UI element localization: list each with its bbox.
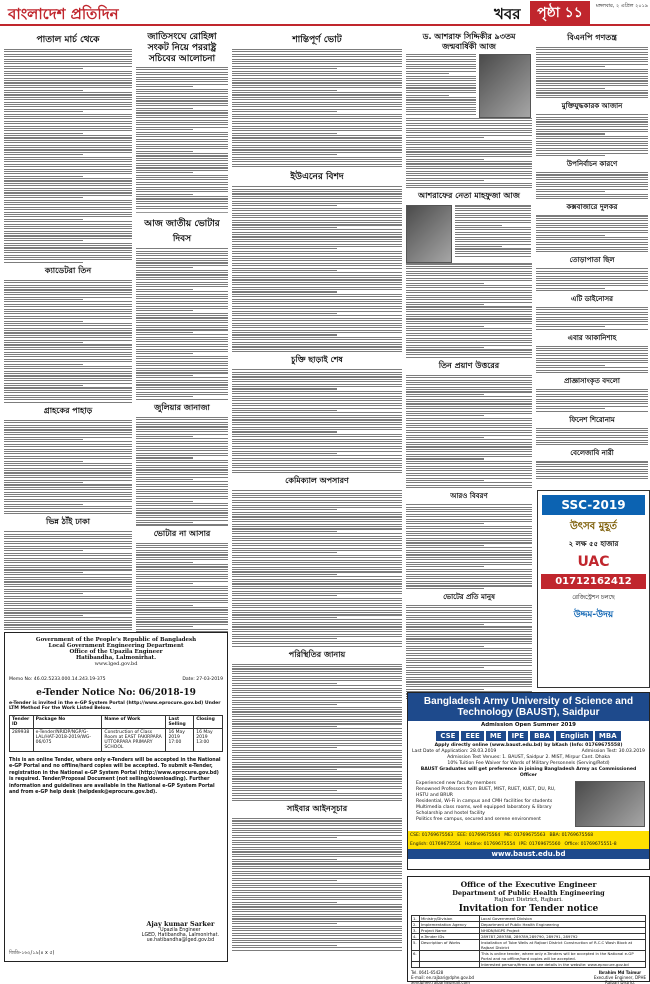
program-badge: IPE (508, 731, 529, 741)
feature-item: Multimedia class rooms, well equipped laboratory & library (416, 805, 552, 810)
campus-photo (575, 781, 645, 827)
feature-item: Experienced new faculty members (416, 781, 496, 786)
gov-line: Local Government Engineering Department (48, 643, 184, 649)
headline: এবার আকানিশাহ (567, 333, 617, 342)
cell: 4. (412, 934, 420, 940)
ssc-badge: SSC-2019 (542, 495, 645, 515)
page-number: পৃষ্ঠা ১১ (530, 1, 590, 25)
contact: English: 01769675554 (410, 842, 461, 847)
tender-intro: e-Tender is invited in the e-GP System Portal (http://www.eprocure.gov.bd) Under LTM Method For the Work Listed Below. (9, 701, 221, 711)
section-name: খবর (494, 5, 521, 23)
feature-item: Renowned Professors from BUET, MIST, RUET, KUET, DU, RU, HSTU and BRUR (416, 787, 556, 798)
program-badge: English (556, 731, 593, 741)
headline: সাইবার আইনসূচার (286, 804, 348, 814)
column-3 (232, 30, 402, 980)
headline: প্রাজ্ঞাসাংকৃত বদলো (564, 376, 620, 385)
baust-subtitle: Admission Open Summer 2019 (480, 722, 577, 728)
cell: Implementation Agency (420, 922, 480, 928)
office-line: Rajbari District, Rajbari. (494, 897, 563, 903)
article-body (406, 54, 476, 118)
headline: ক্যাডেটরা তিন (44, 265, 92, 275)
contact-list (408, 831, 649, 849)
article-body (536, 215, 648, 252)
article-body (232, 664, 402, 801)
ad-ref: জিডি-১৬২/১৯(৪ x ৫) (9, 951, 55, 956)
cell (412, 962, 420, 968)
tender-table (411, 915, 646, 968)
headline: পরিস্থিতির জানায় (288, 649, 346, 659)
feature-item: Residential, Wi-Fi in campus and CMH facilities for students (416, 799, 553, 804)
contact: IPE: 01769675560 (519, 842, 561, 847)
article-body (536, 47, 648, 98)
contact-tel: Tel. 0641-65428 (411, 970, 444, 975)
table-header-row (10, 716, 223, 729)
article-body (536, 114, 648, 156)
feature-item: Scholarship and hostel facility (416, 811, 485, 816)
ssc-phone: 01712162412 (541, 574, 646, 589)
header-date: মঙ্গলবার, ২ এপ্রিল ২০১৯ (596, 3, 649, 9)
ssc-brand: UAC (577, 554, 610, 570)
article-body (4, 420, 132, 514)
article-body (536, 268, 648, 291)
headline: জাতিসংঘে রোহিঙ্গা সংকট নিয়ে পররাষ্ট্র সচিবের আলোচনা (147, 32, 217, 64)
cell: 5. (412, 940, 420, 951)
cell: Description of Works (420, 940, 480, 951)
baust-apply: Apply directly online (www.baust.edu.bd) by bKash (Info: 01769675558) (434, 743, 623, 748)
article-body (536, 346, 648, 373)
tender-table (9, 715, 223, 752)
headline: গ্রাহকের পাহাড় (43, 405, 93, 415)
memo-no: Memo No: 46.02.5233.000.14.243.19-375 (9, 677, 106, 682)
cell: Ministry/Division (420, 916, 480, 922)
ssc-price: ২ লক্ষ ৫৫ হাজার (568, 540, 619, 548)
article-body (232, 818, 402, 951)
program-badge: CSE (436, 731, 459, 741)
cell (420, 962, 480, 968)
column-1 (4, 30, 132, 628)
ssc-slogan: উদ্দম-উদয় (573, 610, 614, 620)
article-body (536, 172, 648, 199)
gov-line: Office of the Upazila Engineer (69, 649, 163, 655)
article-body (406, 375, 532, 488)
headline: শান্তিপূর্ণ ভোট (292, 35, 342, 45)
contact-email[interactable]: xendphee.rajbari@gmail.com (411, 980, 470, 984)
article-body (232, 369, 402, 473)
cell: Construction of Class Room at EAST FAKIRPARA UTTORPARA PRIMARY SCHOOL (102, 729, 166, 752)
article-body (406, 263, 532, 357)
dphe-tender-notice (407, 876, 650, 982)
cell: 2. (412, 922, 420, 928)
ssc-coaching-ad (537, 490, 650, 688)
cell: Installation of Tube Wells at Rajbari District Construction of R.C.C Wash Block at Rajbari District (480, 940, 646, 951)
cell: Interested persons/firms can see details in the website: www.eprocure.gov.bd (480, 962, 646, 968)
article-body (406, 118, 532, 188)
cell: This is online tender, where only e-Tenders will be accepted in the National e-GP Portal and no offline/hard copies will be accepted. (480, 951, 646, 962)
article-body (4, 49, 132, 263)
contact: ME: 01769675563 (504, 833, 546, 838)
program-badge: MBA (595, 731, 621, 741)
office-line: Office of the Executive Engineer (460, 880, 597, 889)
baust-waiver: 10% Tuition Fee Waiver for Wards of Military Personnels (Serving/Retd) (447, 761, 610, 766)
headline: ইউএনের বিশদ (290, 172, 344, 183)
table-row (412, 962, 646, 968)
signer-email[interactable]: ue.hatibandha@lged.gov.bd (146, 938, 215, 943)
headline: ভোটের প্রতি মানুষ (443, 592, 495, 601)
headline: আশরাফের নেতা মাহফুজা আজ (418, 191, 520, 201)
headline: তিন প্রয়াণ উত্তরের (438, 360, 500, 370)
table-row (412, 940, 646, 951)
feature-item: Politics free campus, secured and serene environment (416, 817, 541, 822)
cell: 289938 (10, 729, 34, 752)
memo-date: Date: 27-03-2019 (182, 677, 223, 682)
masthead: বাংলাদেশ প্রতিদিন (8, 5, 119, 23)
cell (420, 951, 480, 962)
signer-office: Rajbari District (605, 980, 635, 984)
baust-title: Bangladesh Army University of Science and Technology (BAUST), Saidpur (408, 693, 649, 721)
program-badge: ME (486, 731, 506, 741)
article-body (232, 49, 402, 167)
headline: বিএনপি গণতন্ত্র (567, 33, 617, 42)
table-row (10, 729, 223, 752)
headline: ড. আশরাফ সিদ্দিকীর ৯৩তম জন্মবার্ষিকী আজ (422, 32, 516, 51)
table-row (412, 951, 646, 962)
headline: কক্সবাজারে দুলকর (566, 203, 618, 212)
article-body (136, 67, 228, 209)
baust-graduates: BAUST Graduates will get preference in joining Bangladesh Army as Commissioned Officer (420, 767, 637, 778)
tender-footer-note: This is an online Tender, where only e-Tenders will be accepted in the National e-GP Portal and no offline/hard copies will be accepted. To submit e-Tender, registration in the National e-GP System Portal (http://www.eprocure.gov.bd) is required. Tender/Proposal Document (not selling/downloading). Further information and guidelines are available in the National e-GP System Portal and from e-GP help desk (helpdesk@eprocure.gov.bd). (9, 758, 221, 796)
headline: ভোটার না আসার (153, 528, 211, 538)
article-body (232, 490, 402, 646)
article-body (136, 248, 228, 400)
contact: BBA: 01769675568 (549, 833, 594, 838)
portrait-photo (479, 54, 531, 118)
article-body (406, 605, 532, 699)
page-header (0, 0, 650, 26)
article-body (536, 461, 648, 479)
headline: কেমিক্যাল অপসারণ (285, 476, 349, 486)
article-body (406, 504, 532, 589)
headline: তোড়াপাতা ছিল (569, 256, 615, 265)
headline: বেলেজাবি নারী (570, 449, 614, 458)
cell: NHIDN/NGPS Project (480, 928, 646, 934)
tender-title: e-Tender Notice No: 06/2018-19 (36, 688, 196, 698)
office-line: Department of Public Health Engineering (452, 889, 605, 897)
cell: e-Tender IDs (420, 934, 480, 940)
cell: 1. (412, 916, 420, 922)
cell: Department of Public Health Engineering (480, 922, 646, 928)
col-header: Name of Work (102, 716, 166, 729)
cell: 16 May 2019 17:00 (166, 729, 194, 752)
headline: ফিনেশ শিরোনাম (569, 415, 615, 424)
headline: চুক্তি ছাড়াই শেষ (291, 355, 343, 365)
feature-list (412, 781, 572, 827)
headline: উপনির্বাচন কারণে (566, 160, 618, 169)
article-body (455, 205, 531, 263)
contact: EEE: 01769675564 (457, 833, 501, 838)
portrait-photo (406, 205, 452, 263)
cell: 289787,289788, 289789,289790, 289791, 289792 (480, 934, 646, 940)
col-header: Tender ID (10, 716, 34, 729)
cell: 6. (412, 951, 420, 962)
headline: মুক্তিযুদ্ধকারক আজান (561, 102, 623, 111)
cell: 3. (412, 928, 420, 934)
article-body (536, 307, 648, 330)
cell: e-Tender/NRIDP/NGP/G-LAL/HAT-2018-2019/WG-06/075 (33, 729, 102, 752)
article-body (232, 186, 402, 352)
contact: Office: 01769675551-8 (564, 842, 617, 847)
col-header: Closing (194, 716, 223, 729)
column-4 (406, 30, 532, 690)
last-date: Last Date of Application: 28.03.2019 (412, 749, 497, 754)
article-body (536, 428, 648, 446)
article-body (536, 389, 648, 412)
gov-line: Hatibandha, Lalmonirhat. (75, 655, 157, 661)
headline: আজ জাতীয় ভোটার দিবস (144, 219, 220, 245)
col-header: Last Selling (166, 716, 194, 729)
cell: Local Government Division (480, 916, 646, 922)
ssc-tagline: উৎসব মুহূর্ত (569, 521, 618, 532)
tender-title: Invitation for Tender notice (458, 904, 599, 914)
contact: CSE: 01769675563 (410, 833, 454, 838)
article-body (136, 417, 228, 526)
signer-name: Ajay kumar Sarker (146, 920, 215, 928)
contact: Hotline: 01769675554 (464, 842, 516, 847)
headline: এটি ডাইনোসর (571, 294, 613, 303)
baust-admission-ad (407, 692, 650, 870)
test-date: Admission Test: 30.03.2019 (581, 749, 645, 754)
program-badge: EEE (461, 731, 483, 741)
col-header: Package No (33, 716, 102, 729)
headline: জুলিয়ার জানাজা (154, 402, 210, 412)
website[interactable]: www.lged.gov.bd (94, 661, 138, 667)
signer-title: Executive Engineer, DPHE (593, 975, 646, 980)
program-list (408, 731, 649, 741)
contact-email[interactable]: E-mail: ee.rajbari@dphe.gov.bd (411, 975, 475, 980)
headline: ভিন্ন ঠাঁই ঢাকা (46, 517, 90, 527)
baust-url[interactable]: www.baust.edu.bd (408, 849, 649, 859)
article-body (4, 280, 132, 403)
column-5 (536, 30, 648, 488)
signer-office: LGED, Hatibandha, Lalmonirhat. (141, 933, 219, 938)
ssc-registration: রেজিস্ট্রেশন চলছে (572, 594, 615, 601)
cell: Project Name (420, 928, 480, 934)
signer-name: Ibrahim Md Taimur (598, 970, 642, 975)
gov-line: Government of the People's Republic of Bangladesh (35, 637, 197, 643)
cell: 16 May 2019 13:00 (194, 729, 223, 752)
signer-title: Upazila Engineer (160, 928, 201, 933)
headline: আরও বিবরণ (450, 492, 488, 501)
column-2 (136, 30, 228, 628)
lged-tender-notice (4, 632, 228, 962)
baust-venue: Admission Test Venues: 1. BAUST, Saidpur 2. MIST, Mirpur Cant. Dhaka (447, 755, 610, 760)
program-badge: BBA (530, 731, 554, 741)
headline: পাতাল মার্চ থেকে (36, 35, 100, 45)
